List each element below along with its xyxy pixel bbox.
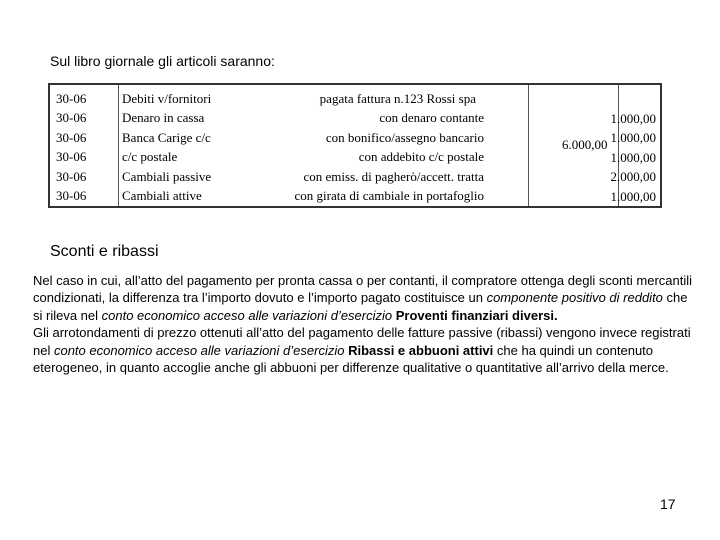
entry-description: con emiss. di pagherò/accett. tratta (303, 168, 484, 184)
debit-column (528, 85, 619, 206)
entry-description: pagata fattura n.123 Rossi spa (319, 91, 476, 106)
entry-date: 30-06 (56, 110, 87, 126)
page-number: 17 (660, 496, 676, 512)
entry-date: 30-06 (56, 91, 87, 106)
entry-date: 30-06 (56, 129, 87, 145)
text-run: Nel caso in cui, all’atto del pagamento per pronta cassa o per contanti, il compratore ottenga degli sconti mercantili condizionati, la differenza tra l’importo dovuto e l’importo pagato costituisce un (33, 273, 693, 306)
body-text (33, 272, 698, 376)
entry-date: 30-06 (56, 149, 87, 165)
journal-entry-table (48, 83, 662, 208)
credit-amount: 1.000,00 (610, 149, 656, 165)
text-run-italic: conto economico acceso alle variazioni d’esercizio (101, 307, 393, 323)
account-name: Banca Carige c/c (122, 129, 211, 145)
text-run: Gli arrotondamenti di prezzo ottenuti all’atto del pagamento delle fatture passive (ribassi) vengono invece registrati nel (33, 325, 691, 358)
account-name: Cambiali passive (122, 168, 212, 184)
text-run: che si rileva nel (33, 290, 688, 323)
date-column (50, 85, 119, 206)
credit-amount: 1.000,00 (610, 111, 656, 126)
text-run: che ha quindi un contenuto eterogeneo, in quanto accoglie anche gli abbuoni per differenze qualitative o quantitative all’arrivo della merce. (33, 342, 669, 376)
account-name: Debiti v/fornitori (122, 91, 212, 106)
account-name: Denaro in cassa (122, 110, 205, 126)
account-name: c/c postale (122, 149, 178, 165)
credit-amount: 1.000,00 (610, 130, 656, 146)
account-name: Cambiali attive (122, 187, 202, 203)
credit-amount: 1.000,00 (610, 188, 656, 204)
intro-text: Sul libro giornale gli articoli saranno: (50, 53, 275, 69)
entry-description: con girata di cambiale in portafoglio (294, 187, 484, 203)
text-run-bold: Ribassi e abbuoni attivi (348, 342, 494, 358)
credit-amount: 2.000,00 (610, 169, 656, 185)
entry-description: con denaro contante (379, 110, 484, 126)
paragraph-sconti (33, 272, 698, 324)
debit-amount: 6.000,00 (562, 137, 608, 152)
entry-date: 30-06 (56, 187, 87, 203)
accounts-column (118, 85, 529, 206)
paragraph-ribassi (33, 324, 698, 376)
section-title: Sconti e ribassi (50, 243, 159, 260)
entry-date: 30-06 (56, 168, 87, 184)
text-run-bold: Proventi finanziari diversi. (395, 307, 558, 323)
credit-column (610, 85, 662, 206)
entry-description: con bonifico/assegno bancario (325, 129, 484, 145)
text-run-italic: conto economico acceso alle variazioni d’esercizio (53, 342, 345, 358)
entry-description: con addebito c/c postale (358, 149, 484, 165)
text-run-italic: componente positivo di reddito (486, 290, 663, 306)
